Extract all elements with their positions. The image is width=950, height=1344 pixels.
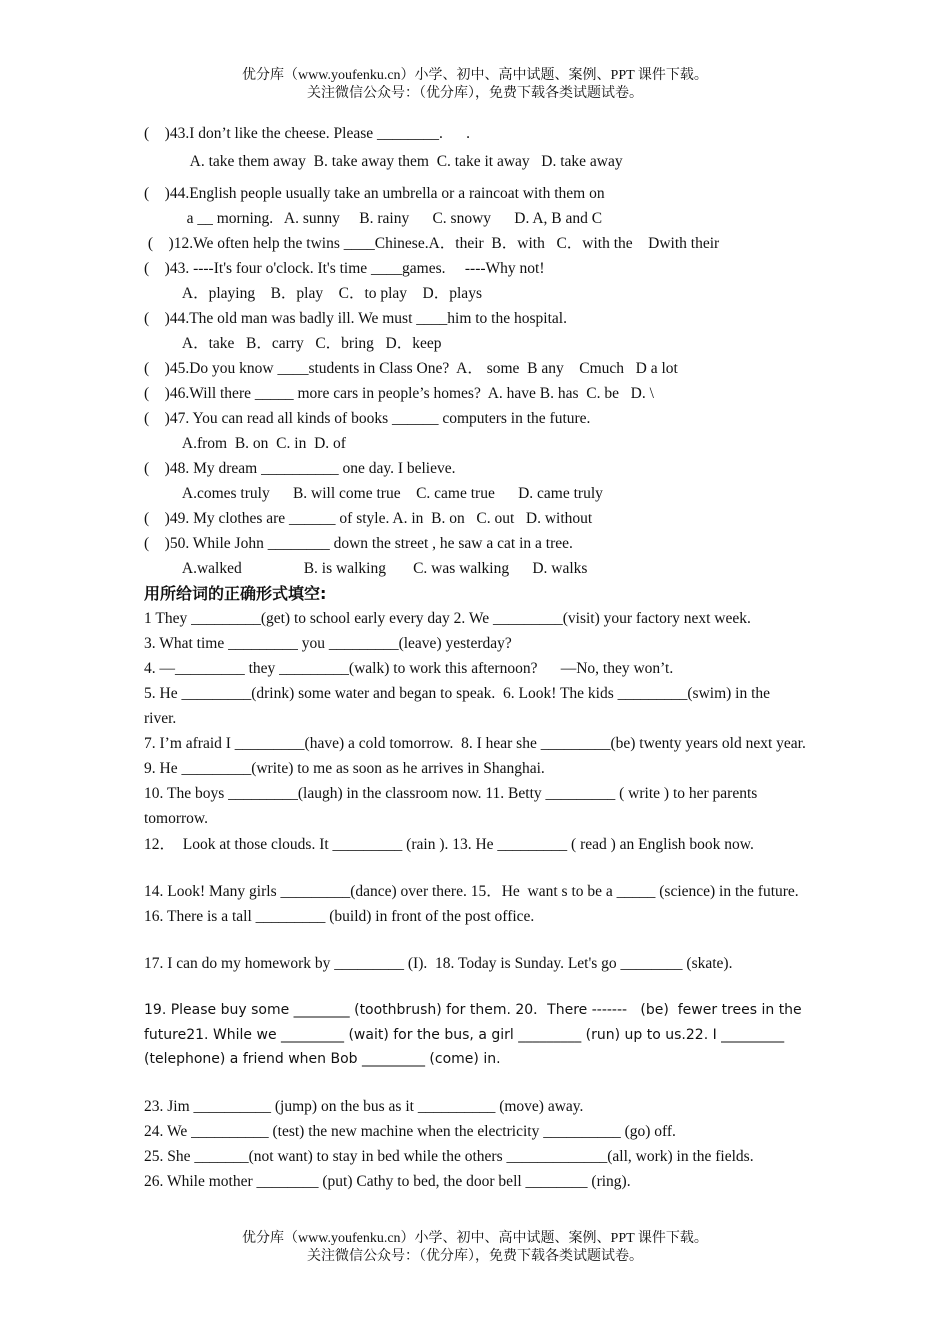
question-48: ( )48. My dream __________ one day. I believe. (144, 460, 456, 477)
question-43b-options: A．playing B．play C．to play D．plays (144, 285, 482, 302)
question-43a: ( )43.I don’t like the cheese. Please ________. . (144, 125, 470, 142)
fill-line: 23. Jim __________ (jump) on the bus as it __________ (move) away. (144, 1097, 584, 1115)
page-header (0, 67, 950, 103)
page-footer (0, 1230, 950, 1266)
question-43a-options: A. take them away B. take away them C. take it away D. take away (144, 153, 623, 170)
question-43b: ( )43. ----It's four o'clock. It's time ____games. ----Why not! (144, 260, 545, 277)
fill-line: 25. She _______(not want) to stay in bed while the others _____________(all, work) in the fields. (144, 1147, 754, 1165)
fill-line: 24. We __________ (test) the new machine when the electricity __________ (go) off. (144, 1122, 676, 1140)
header-line-2: 关注微信公众号：（优分库），免费下载各类试题试卷。 (307, 86, 643, 101)
question-50: ( )50. While John ________ down the street , he saw a cat in a tree. (144, 535, 573, 552)
fill-line: 26. While mother ________ (put) Cathy to bed, the door bell ________ (ring). (144, 1172, 631, 1190)
question-47-options: A.from B. on C. in D. of (144, 435, 346, 452)
fill-line: 12． Look at those clouds. It _________ (rain ). 13. He _________ ( read ) an English book now. (144, 836, 754, 853)
fill-line: 7. I’m afraid I _________(have) a cold tomorrow. 8. I hear she _________(be) twenty years old next year. (144, 735, 806, 752)
section-heading: 用所给词的正确形式填空: (144, 584, 327, 603)
footer-line-2: 关注微信公众号：（优分库），免费下载各类试题试卷。 (307, 1249, 643, 1264)
fill-line: 4. —_________ they _________(walk) to work this afternoon? —No, they won’t. (144, 660, 674, 677)
question-46: ( )46.Will there _____ more cars in people’s homes? A. have B. has C. be D. \ (144, 385, 654, 402)
question-44a: ( )44.English people usually take an umbrella or a raincoat with them on (144, 185, 605, 202)
fill-line: 9. He _________(write) to me as soon as he arrives in Shanghai. (144, 760, 545, 777)
question-12: ( )12.We often help the twins ____Chinese.A．their B．with C．with the Dwith their (144, 235, 720, 252)
question-44a-options: a __ morning. A. sunny B. rainy C. snowy D. A, B and C (144, 210, 603, 227)
question-47: ( )47. You can read all kinds of books ______ computers in the future. (144, 410, 591, 427)
question-45: ( )45.Do you know ____students in Class One? A． some B any Cmuch D a lot (144, 360, 678, 377)
fill-in-section (144, 581, 830, 1194)
question-48-options: A.comes truly B. will come true C. came true D. came truly (144, 485, 603, 502)
fill-line: 17. I can do my homework by _________ (I). 18. Today is Sunday. Let's go ________ (skate). (144, 955, 733, 972)
multiple-choice-section (144, 122, 806, 581)
header-line-1: 优分库（www.youfenku.cn）小学、初中、高中试题、案例、PPT 课件下载。 (242, 68, 708, 83)
worksheet-body (144, 122, 830, 1194)
fill-line: 1 They _________(get) to school early every day 2. We _________(visit) your factory next week. (144, 610, 751, 627)
fill-line: 5. He _________(drink) some water and began to speak. 6. Look! The kids _________(swim) in the river. (144, 685, 774, 727)
fill-line: 10. The boys _________(laugh) in the classroom now. 11. Betty _________ ( write ) to her parents tomorrow. (144, 785, 762, 827)
question-44b: ( )44.The old man was badly ill. We must ____him to the hospital. (144, 310, 567, 327)
fill-line: 14. Look! Many girls _________(dance) over there. 15．He want s to be a _____ (science) in the future. 16. There is a tall _________ (build) in front of the post office. (144, 883, 830, 925)
fill-line: 3. What time _________ you _________(leave) yesterday? (144, 635, 512, 652)
fill-line: 19. Please buy some ________ (toothbrush) for them. 20．There ------- (be) fewer trees in the future21. While we _________ (wait) for the bus, a girl _________ (run) up to us.22. I _________ (telephone) a friend when Bob _________ (come) in. (144, 1002, 807, 1067)
question-50-options: A.walked B. is walking C. was walking D. walks (144, 560, 588, 577)
footer-line-1: 优分库（www.youfenku.cn）小学、初中、高中试题、案例、PPT 课件下载。 (242, 1231, 708, 1246)
question-44b-options: A．take B．carry C．bring D．keep (144, 335, 442, 352)
question-49: ( )49. My clothes are ______ of style. A. in B. on C. out D. without (144, 510, 593, 527)
